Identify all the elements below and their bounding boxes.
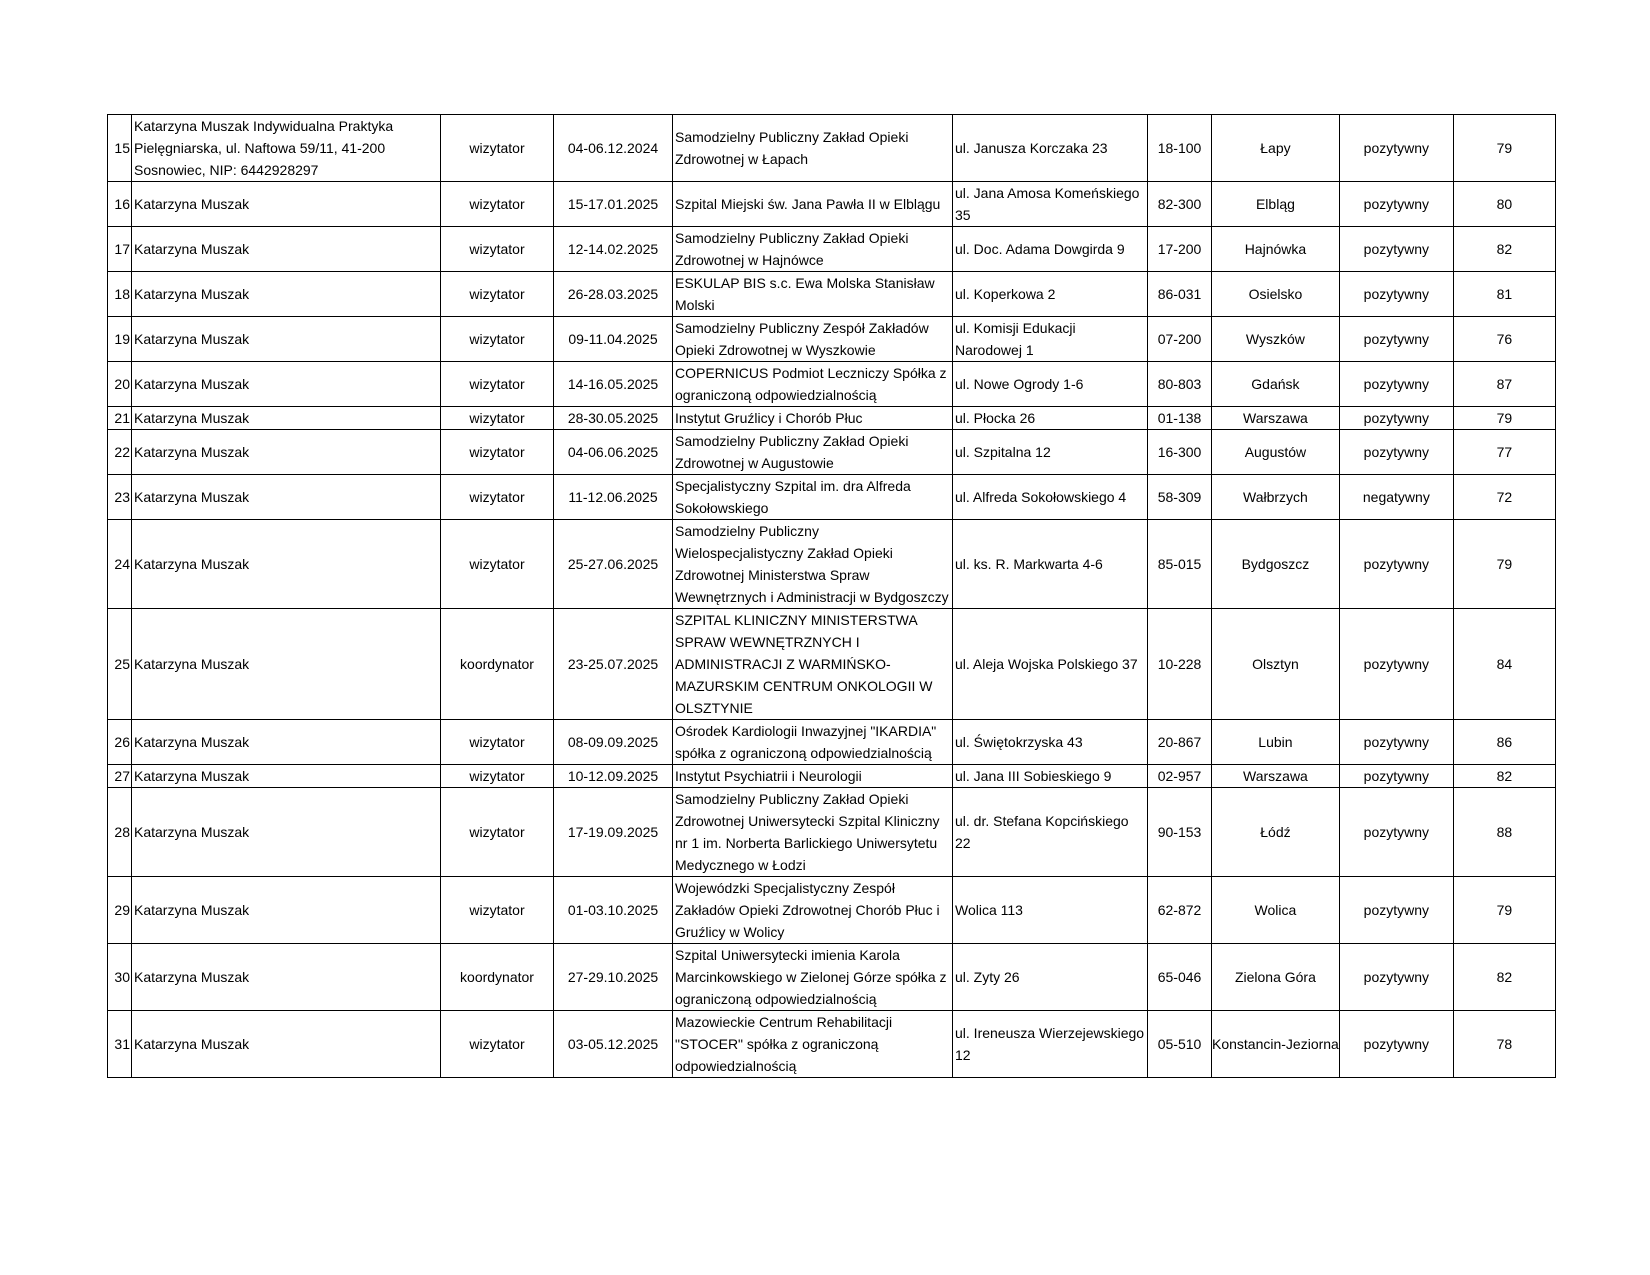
dates-cell: 03-05.12.2025 bbox=[554, 1011, 673, 1078]
row-number-cell: 24 bbox=[108, 520, 132, 609]
city-cell: Bydgoszcz bbox=[1212, 520, 1340, 609]
person-cell: Katarzyna Muszak bbox=[132, 1011, 441, 1078]
person-cell: Katarzyna Muszak bbox=[132, 765, 441, 788]
result-cell: pozytywny bbox=[1339, 520, 1453, 609]
score-cell: 82 bbox=[1453, 227, 1555, 272]
facility-cell: ESKULAP BIS s.c. Ewa Molska Stanisław Molski bbox=[673, 272, 953, 317]
postal-code-cell: 86-031 bbox=[1148, 272, 1212, 317]
table-row bbox=[108, 430, 1556, 475]
street-cell: ul. Płocka 26 bbox=[953, 407, 1148, 430]
postal-code-cell: 82-300 bbox=[1148, 182, 1212, 227]
person-cell: Katarzyna Muszak Indywidualna Praktyka Pielęgniarska, ul. Naftowa 59/11, 41-200 Sosnowiec, NIP: 6442928297 bbox=[132, 115, 441, 182]
dates-cell: 01-03.10.2025 bbox=[554, 877, 673, 944]
dates-cell: 04-06.06.2025 bbox=[554, 430, 673, 475]
dates-cell: 23-25.07.2025 bbox=[554, 609, 673, 720]
table-row bbox=[108, 609, 1556, 720]
row-number-cell: 19 bbox=[108, 317, 132, 362]
result-cell: pozytywny bbox=[1339, 272, 1453, 317]
street-cell: ul. Nowe Ogrody 1-6 bbox=[953, 362, 1148, 407]
facility-cell: Specjalistyczny Szpital im. dra Alfreda Sokołowskiego bbox=[673, 475, 953, 520]
facility-cell: Szpital Miejski św. Jana Pawła II w Elblągu bbox=[673, 182, 953, 227]
city-cell: Gdańsk bbox=[1212, 362, 1340, 407]
result-cell: pozytywny bbox=[1339, 944, 1453, 1011]
person-cell: Katarzyna Muszak bbox=[132, 475, 441, 520]
row-number-cell: 29 bbox=[108, 877, 132, 944]
person-cell: Katarzyna Muszak bbox=[132, 317, 441, 362]
row-number-cell: 21 bbox=[108, 407, 132, 430]
table-body bbox=[108, 115, 1556, 1078]
street-cell: ul. Świętokrzyska 43 bbox=[953, 720, 1148, 765]
person-cell: Katarzyna Muszak bbox=[132, 720, 441, 765]
street-cell: ul. Szpitalna 12 bbox=[953, 430, 1148, 475]
dates-cell: 10-12.09.2025 bbox=[554, 765, 673, 788]
role-cell: wizytator bbox=[441, 317, 554, 362]
score-cell: 87 bbox=[1453, 362, 1555, 407]
result-cell: negatywny bbox=[1339, 475, 1453, 520]
person-cell: Katarzyna Muszak bbox=[132, 788, 441, 877]
city-cell: Lubin bbox=[1212, 720, 1340, 765]
result-cell: pozytywny bbox=[1339, 407, 1453, 430]
row-number-cell: 23 bbox=[108, 475, 132, 520]
street-cell: ul. Alfreda Sokołowskiego 4 bbox=[953, 475, 1148, 520]
score-cell: 77 bbox=[1453, 430, 1555, 475]
result-cell: pozytywny bbox=[1339, 115, 1453, 182]
facility-cell: Samodzielny Publiczny Wielospecjalistyczny Zakład Opieki Zdrowotnej Ministerstwa Spraw Wewnętrznych i Administracji w Bydgoszczy bbox=[673, 520, 953, 609]
result-cell: pozytywny bbox=[1339, 362, 1453, 407]
postal-code-cell: 90-153 bbox=[1148, 788, 1212, 877]
score-cell: 79 bbox=[1453, 115, 1555, 182]
role-cell: wizytator bbox=[441, 1011, 554, 1078]
facility-cell: Samodzielny Publiczny Zakład Opieki Zdrowotnej Uniwersytecki Szpital Kliniczny nr 1 im. Norberta Barlickiego Uniwersytetu Medycznego w Łodzi bbox=[673, 788, 953, 877]
role-cell: wizytator bbox=[441, 227, 554, 272]
postal-code-cell: 18-100 bbox=[1148, 115, 1212, 182]
row-number-cell: 28 bbox=[108, 788, 132, 877]
score-cell: 79 bbox=[1453, 407, 1555, 430]
postal-code-cell: 80-803 bbox=[1148, 362, 1212, 407]
postal-code-cell: 20-867 bbox=[1148, 720, 1212, 765]
data-table bbox=[107, 114, 1556, 1078]
score-cell: 81 bbox=[1453, 272, 1555, 317]
street-cell: ul. Janusza Korczaka 23 bbox=[953, 115, 1148, 182]
table-row bbox=[108, 765, 1556, 788]
row-number-cell: 15 bbox=[108, 115, 132, 182]
role-cell: wizytator bbox=[441, 720, 554, 765]
row-number-cell: 16 bbox=[108, 182, 132, 227]
city-cell: Wyszków bbox=[1212, 317, 1340, 362]
city-cell: Zielona Góra bbox=[1212, 944, 1340, 1011]
person-cell: Katarzyna Muszak bbox=[132, 430, 441, 475]
result-cell: pozytywny bbox=[1339, 317, 1453, 362]
table-row bbox=[108, 272, 1556, 317]
table-row bbox=[108, 1011, 1556, 1078]
dates-cell: 15-17.01.2025 bbox=[554, 182, 673, 227]
street-cell: ul. Koperkowa 2 bbox=[953, 272, 1148, 317]
role-cell: koordynator bbox=[441, 944, 554, 1011]
score-cell: 86 bbox=[1453, 720, 1555, 765]
facility-cell: Szpital Uniwersytecki imienia Karola Marcinkowskiego w Zielonej Górze spółka z ograniczoną odpowiedzialnością bbox=[673, 944, 953, 1011]
role-cell: wizytator bbox=[441, 430, 554, 475]
person-cell: Katarzyna Muszak bbox=[132, 227, 441, 272]
row-number-cell: 26 bbox=[108, 720, 132, 765]
dates-cell: 08-09.09.2025 bbox=[554, 720, 673, 765]
city-cell: Augustów bbox=[1212, 430, 1340, 475]
score-cell: 82 bbox=[1453, 765, 1555, 788]
role-cell: koordynator bbox=[441, 609, 554, 720]
facility-cell: Wojewódzki Specjalistyczny Zespół Zakładów Opieki Zdrowotnej Chorób Płuc i Gruźlicy w Wolicy bbox=[673, 877, 953, 944]
facility-cell: Samodzielny Publiczny Zakład Opieki Zdrowotnej w Łapach bbox=[673, 115, 953, 182]
street-cell: ul. Zyty 26 bbox=[953, 944, 1148, 1011]
role-cell: wizytator bbox=[441, 765, 554, 788]
score-cell: 72 bbox=[1453, 475, 1555, 520]
city-cell: Warszawa bbox=[1212, 765, 1340, 788]
result-cell: pozytywny bbox=[1339, 765, 1453, 788]
postal-code-cell: 02-957 bbox=[1148, 765, 1212, 788]
city-cell: Osielsko bbox=[1212, 272, 1340, 317]
result-cell: pozytywny bbox=[1339, 430, 1453, 475]
result-cell: pozytywny bbox=[1339, 877, 1453, 944]
score-cell: 79 bbox=[1453, 520, 1555, 609]
score-cell: 78 bbox=[1453, 1011, 1555, 1078]
dates-cell: 17-19.09.2025 bbox=[554, 788, 673, 877]
result-cell: pozytywny bbox=[1339, 720, 1453, 765]
street-cell: ul. dr. Stefana Kopcińskiego 22 bbox=[953, 788, 1148, 877]
table-row bbox=[108, 227, 1556, 272]
city-cell: Elbląg bbox=[1212, 182, 1340, 227]
dates-cell: 25-27.06.2025 bbox=[554, 520, 673, 609]
table-row bbox=[108, 115, 1556, 182]
table-row bbox=[108, 720, 1556, 765]
table-row bbox=[108, 877, 1556, 944]
role-cell: wizytator bbox=[441, 520, 554, 609]
row-number-cell: 17 bbox=[108, 227, 132, 272]
city-cell: Konstancin-Jeziorna bbox=[1212, 1011, 1340, 1078]
facility-cell: Ośrodek Kardiologii Inwazyjnej "IKARDIA" spółka z ograniczoną odpowiedzialnością bbox=[673, 720, 953, 765]
postal-code-cell: 65-046 bbox=[1148, 944, 1212, 1011]
postal-code-cell: 85-015 bbox=[1148, 520, 1212, 609]
dates-cell: 27-29.10.2025 bbox=[554, 944, 673, 1011]
table-row bbox=[108, 475, 1556, 520]
postal-code-cell: 58-309 bbox=[1148, 475, 1212, 520]
person-cell: Katarzyna Muszak bbox=[132, 877, 441, 944]
street-cell: ul. Doc. Adama Dowgirda 9 bbox=[953, 227, 1148, 272]
table-row bbox=[108, 407, 1556, 430]
score-cell: 76 bbox=[1453, 317, 1555, 362]
facility-cell: SZPITAL KLINICZNY MINISTERSTWA SPRAW WEWNĘTRZNYCH I ADMINISTRACJI Z WARMIŃSKO-MAZURSKIM CENTRUM ONKOLOGII W OLSZTYNIE bbox=[673, 609, 953, 720]
person-cell: Katarzyna Muszak bbox=[132, 182, 441, 227]
street-cell: ul. Aleja Wojska Polskiego 37 bbox=[953, 609, 1148, 720]
city-cell: Olsztyn bbox=[1212, 609, 1340, 720]
dates-cell: 09-11.04.2025 bbox=[554, 317, 673, 362]
postal-code-cell: 10-228 bbox=[1148, 609, 1212, 720]
facility-cell: Samodzielny Publiczny Zespół Zakładów Opieki Zdrowotnej w Wyszkowie bbox=[673, 317, 953, 362]
row-number-cell: 31 bbox=[108, 1011, 132, 1078]
row-number-cell: 30 bbox=[108, 944, 132, 1011]
person-cell: Katarzyna Muszak bbox=[132, 272, 441, 317]
table-row bbox=[108, 520, 1556, 609]
postal-code-cell: 17-200 bbox=[1148, 227, 1212, 272]
city-cell: Łapy bbox=[1212, 115, 1340, 182]
result-cell: pozytywny bbox=[1339, 182, 1453, 227]
postal-code-cell: 05-510 bbox=[1148, 1011, 1212, 1078]
score-cell: 82 bbox=[1453, 944, 1555, 1011]
street-cell: ul. Jana III Sobieskiego 9 bbox=[953, 765, 1148, 788]
city-cell: Wałbrzych bbox=[1212, 475, 1340, 520]
dates-cell: 26-28.03.2025 bbox=[554, 272, 673, 317]
facility-cell: COPERNICUS Podmiot Leczniczy Spółka z ograniczoną odpowiedzialnością bbox=[673, 362, 953, 407]
score-cell: 79 bbox=[1453, 877, 1555, 944]
row-number-cell: 20 bbox=[108, 362, 132, 407]
person-cell: Katarzyna Muszak bbox=[132, 944, 441, 1011]
role-cell: wizytator bbox=[441, 788, 554, 877]
result-cell: pozytywny bbox=[1339, 227, 1453, 272]
dates-cell: 04-06.12.2024 bbox=[554, 115, 673, 182]
role-cell: wizytator bbox=[441, 272, 554, 317]
facility-cell: Samodzielny Publiczny Zakład Opieki Zdrowotnej w Augustowie bbox=[673, 430, 953, 475]
postal-code-cell: 16-300 bbox=[1148, 430, 1212, 475]
postal-code-cell: 01-138 bbox=[1148, 407, 1212, 430]
facility-cell: Instytut Gruźlicy i Chorób Płuc bbox=[673, 407, 953, 430]
role-cell: wizytator bbox=[441, 115, 554, 182]
table-row bbox=[108, 317, 1556, 362]
street-cell: ul. Jana Amosa Komeńskiego 35 bbox=[953, 182, 1148, 227]
street-cell: ul. ks. R. Markwarta 4-6 bbox=[953, 520, 1148, 609]
person-cell: Katarzyna Muszak bbox=[132, 362, 441, 407]
score-cell: 80 bbox=[1453, 182, 1555, 227]
facility-cell: Samodzielny Publiczny Zakład Opieki Zdrowotnej w Hajnówce bbox=[673, 227, 953, 272]
dates-cell: 12-14.02.2025 bbox=[554, 227, 673, 272]
city-cell: Hajnówka bbox=[1212, 227, 1340, 272]
row-number-cell: 27 bbox=[108, 765, 132, 788]
postal-code-cell: 07-200 bbox=[1148, 317, 1212, 362]
person-cell: Katarzyna Muszak bbox=[132, 609, 441, 720]
street-cell: ul. Ireneusza Wierzejewskiego 12 bbox=[953, 1011, 1148, 1078]
role-cell: wizytator bbox=[441, 407, 554, 430]
dates-cell: 14-16.05.2025 bbox=[554, 362, 673, 407]
row-number-cell: 18 bbox=[108, 272, 132, 317]
score-cell: 84 bbox=[1453, 609, 1555, 720]
role-cell: wizytator bbox=[441, 362, 554, 407]
facility-cell: Instytut Psychiatrii i Neurologii bbox=[673, 765, 953, 788]
result-cell: pozytywny bbox=[1339, 609, 1453, 720]
dates-cell: 28-30.05.2025 bbox=[554, 407, 673, 430]
role-cell: wizytator bbox=[441, 182, 554, 227]
city-cell: Łódź bbox=[1212, 788, 1340, 877]
street-cell: ul. Komisji Edukacji Narodowej 1 bbox=[953, 317, 1148, 362]
table-row bbox=[108, 788, 1556, 877]
result-cell: pozytywny bbox=[1339, 1011, 1453, 1078]
score-cell: 88 bbox=[1453, 788, 1555, 877]
facility-cell: Mazowieckie Centrum Rehabilitacji "STOCER" spółka z ograniczoną odpowiedzialnością bbox=[673, 1011, 953, 1078]
city-cell: Wolica bbox=[1212, 877, 1340, 944]
person-cell: Katarzyna Muszak bbox=[132, 407, 441, 430]
street-cell: Wolica 113 bbox=[953, 877, 1148, 944]
dates-cell: 11-12.06.2025 bbox=[554, 475, 673, 520]
table-row bbox=[108, 362, 1556, 407]
row-number-cell: 22 bbox=[108, 430, 132, 475]
person-cell: Katarzyna Muszak bbox=[132, 520, 441, 609]
table-row bbox=[108, 182, 1556, 227]
postal-code-cell: 62-872 bbox=[1148, 877, 1212, 944]
city-cell: Warszawa bbox=[1212, 407, 1340, 430]
row-number-cell: 25 bbox=[108, 609, 132, 720]
result-cell: pozytywny bbox=[1339, 788, 1453, 877]
role-cell: wizytator bbox=[441, 475, 554, 520]
role-cell: wizytator bbox=[441, 877, 554, 944]
table-row bbox=[108, 944, 1556, 1011]
